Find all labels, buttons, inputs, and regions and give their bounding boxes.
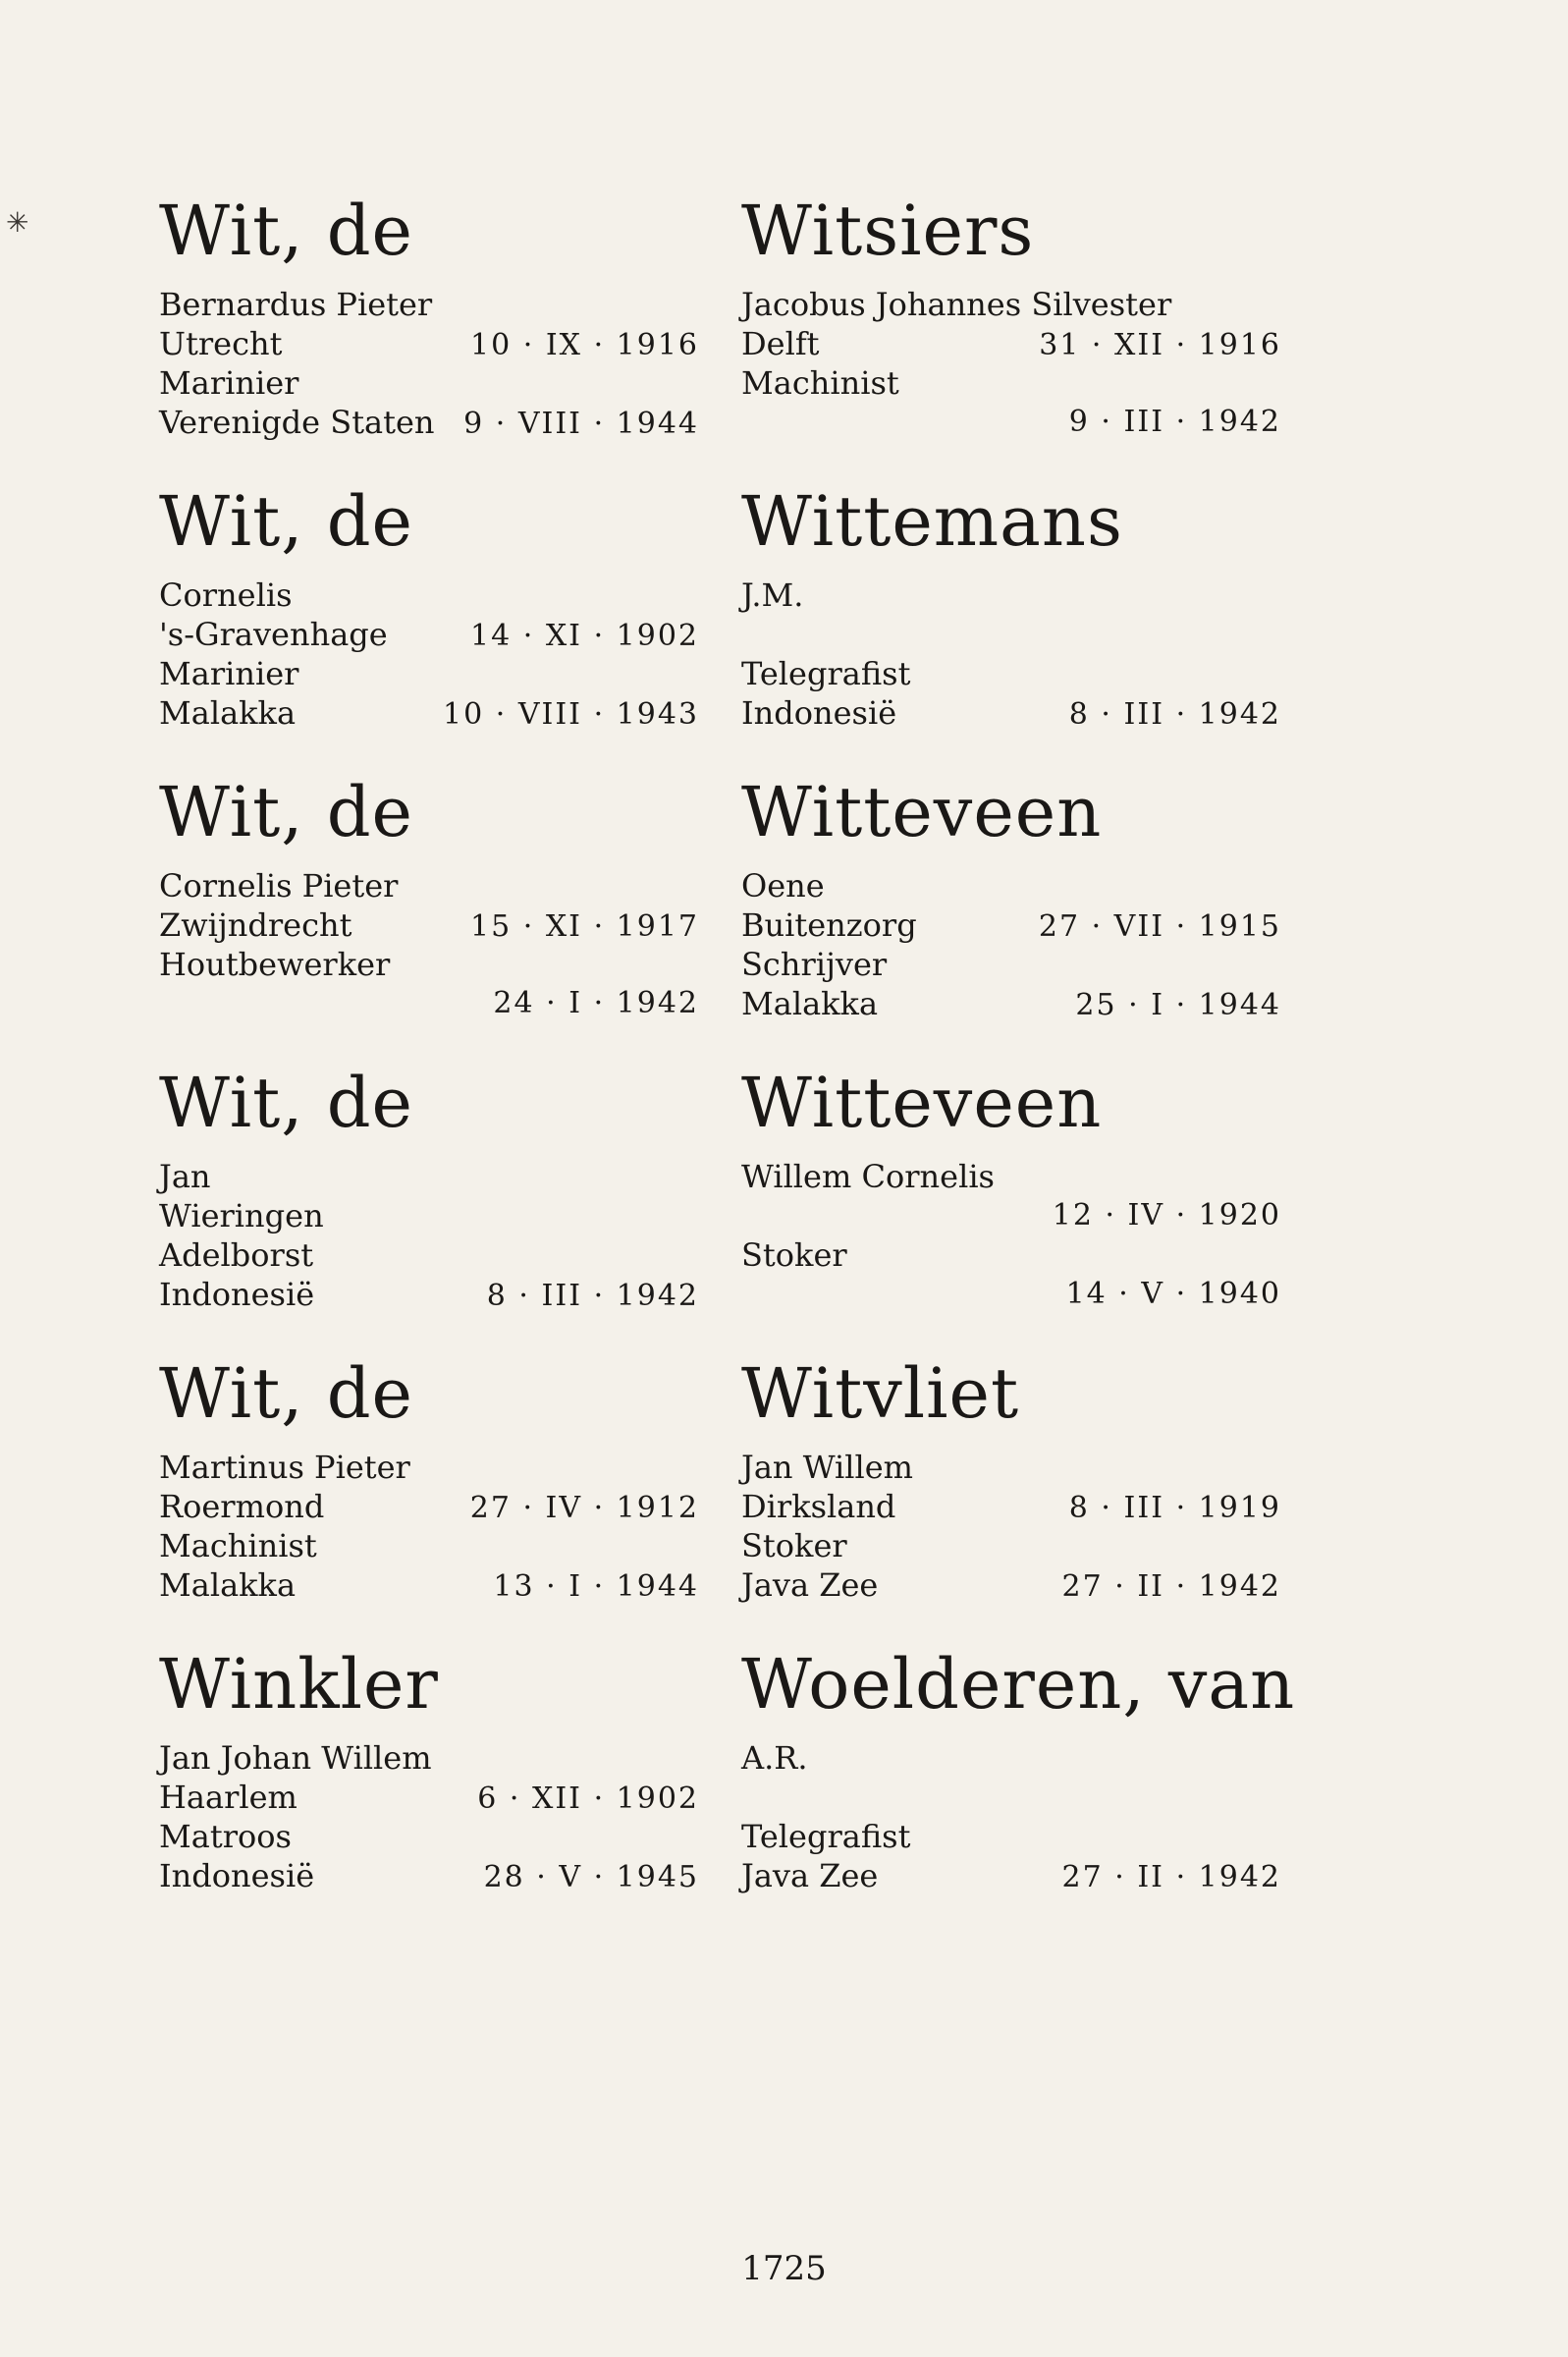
- entry-line-text: Jan Willem: [741, 1449, 913, 1486]
- entry-line-text: Verenigde Staten: [159, 404, 435, 441]
- entry-line-text: Machinist: [741, 364, 899, 402]
- entry-line: [741, 1235, 1281, 1275]
- entry-line-text: 's-Gravenhage: [159, 616, 388, 653]
- entry-line-text: Malakka: [159, 694, 297, 732]
- left-column: [159, 187, 699, 1931]
- entry-date: 8 · III · 1942: [486, 1279, 699, 1313]
- name-entry: [741, 1349, 1281, 1640]
- entry-line-text: Java Zee: [741, 1566, 879, 1604]
- entry-date: 10 · VIII · 1943: [443, 697, 699, 732]
- entry-line: [741, 945, 1281, 984]
- surname-heading: Winkler: [159, 1644, 439, 1725]
- entry-date: 14 · V · 1940: [1065, 1277, 1281, 1311]
- entry-date: 9 · VIII · 1944: [463, 407, 699, 441]
- entry-line-text: Indonesië: [159, 1857, 315, 1894]
- entry-line: [741, 1778, 1281, 1817]
- entry-date: 27 · II · 1942: [1061, 1860, 1281, 1894]
- entry-date: 27 · II · 1942: [1061, 1569, 1281, 1604]
- entry-date: 15 · XI · 1917: [470, 909, 699, 944]
- entry-date: 10 · IX · 1916: [470, 328, 699, 362]
- surname-heading: Wit, de: [159, 191, 413, 271]
- entry-line: [741, 1196, 1281, 1235]
- name-entry: [159, 1349, 699, 1640]
- entry-line: [741, 1817, 1281, 1856]
- entry-line-text: Dirksland: [741, 1488, 896, 1525]
- name-entry: [741, 1640, 1296, 1931]
- entry-line-text: Marinier: [159, 364, 299, 402]
- entry-date: 12 · IV · 1920: [1052, 1198, 1281, 1233]
- entry-line-text: Jan: [159, 1158, 211, 1195]
- entry-line: [159, 1487, 699, 1526]
- surname-heading: Wit, de: [159, 772, 413, 852]
- entry-line-text: Oene: [741, 867, 825, 904]
- surname-heading: Wit, de: [159, 481, 413, 562]
- entry-line-text: Stoker: [741, 1527, 847, 1564]
- name-entry: [741, 1059, 1281, 1349]
- entry-line-text: Marinier: [159, 655, 299, 692]
- page-number: 1725: [741, 2249, 827, 2288]
- surname-heading: Wit, de: [159, 1353, 413, 1434]
- entry-line-text: Roermond: [159, 1488, 325, 1525]
- entry-line: [159, 324, 699, 363]
- entry-line-text: Willem Cornelis: [741, 1158, 995, 1195]
- entry-date: 9 · III · 1942: [1068, 405, 1281, 439]
- entry-line: [159, 654, 699, 693]
- entry-line-text: Schrijver: [741, 946, 888, 983]
- entry-date: 8 · III · 1942: [1068, 697, 1281, 732]
- entry-line-text: Matroos: [159, 1818, 292, 1855]
- entry-line: [159, 905, 699, 945]
- entry-line: [741, 1565, 1281, 1605]
- entry-line: [741, 1157, 1281, 1196]
- entry-line-text: Adelborst: [159, 1236, 314, 1274]
- entry-line-text: Indonesië: [741, 694, 897, 732]
- entry-line-text: Bernardus Pieter: [159, 286, 433, 323]
- name-entry: [741, 187, 1281, 477]
- entry-line-text: Haarlem: [159, 1779, 297, 1816]
- entry-line-text: J.M.: [741, 576, 804, 614]
- entry-line: [741, 1738, 1281, 1778]
- name-entry: [159, 1640, 699, 1931]
- entry-line: [741, 1448, 1281, 1487]
- entry-line-text: Malakka: [741, 985, 879, 1022]
- name-entry: [741, 477, 1281, 768]
- entry-date: 28 · V · 1945: [483, 1860, 699, 1894]
- entry-line: [741, 693, 1281, 733]
- entry-line: [159, 1856, 699, 1895]
- entry-line: [741, 866, 1281, 905]
- entry-line-text: Jan Johan Willem: [159, 1739, 432, 1777]
- entry-line: [159, 285, 699, 324]
- surname-heading: Wittemans: [741, 481, 1123, 562]
- entry-line: [159, 1565, 699, 1605]
- entry-date: 14 · XI · 1902: [470, 619, 699, 653]
- entry-line-text: Martinus Pieter: [159, 1449, 410, 1486]
- entry-line-text: Indonesië: [159, 1276, 315, 1313]
- entry-line: [159, 1196, 699, 1235]
- entry-line-text: Stoker: [741, 1236, 847, 1274]
- name-entry: [159, 768, 699, 1059]
- entry-date: 27 · VII · 1915: [1038, 909, 1281, 944]
- entry-line: [741, 285, 1281, 324]
- entry-line: [159, 1817, 699, 1856]
- entry-line-text: A.R.: [741, 1739, 808, 1777]
- entry-line: [159, 403, 699, 442]
- entry-line: [741, 363, 1281, 403]
- name-entry: [159, 477, 699, 768]
- entry-line: [741, 324, 1281, 363]
- entry-line-text: Houtbewerker: [159, 946, 391, 983]
- entry-line-text: Malakka: [159, 1566, 297, 1604]
- entry-line-text: Cornelis: [159, 576, 293, 614]
- surname-heading: Witteveen: [741, 772, 1103, 852]
- right-column: [741, 187, 1296, 1931]
- entry-line: [159, 1235, 699, 1275]
- entry-line: [159, 984, 699, 1023]
- entry-line: [741, 905, 1281, 945]
- entry-line-text: Telegrafist: [741, 1818, 911, 1855]
- surname-heading: Witvliet: [741, 1353, 1020, 1434]
- entry-line-text: Delft: [741, 325, 820, 362]
- entry-line-text: Cornelis Pieter: [159, 867, 399, 904]
- entry-line: [741, 1487, 1281, 1526]
- entry-date: 8 · III · 1919: [1068, 1491, 1281, 1525]
- surname-heading: Woelderen, van: [741, 1644, 1296, 1725]
- surname-heading: Witsiers: [741, 191, 1035, 271]
- entry-line: [741, 576, 1281, 615]
- entry-line: [741, 1275, 1281, 1314]
- entry-line: [159, 866, 699, 905]
- entry-date: 25 · I · 1944: [1075, 988, 1281, 1022]
- entry-line: [159, 363, 699, 403]
- entry-date: 6 · XII · 1902: [477, 1781, 699, 1816]
- entry-line: [159, 1778, 699, 1817]
- entry-line-text: Telegrafist: [741, 655, 911, 692]
- name-entry: [159, 1059, 699, 1349]
- entry-line-text: Java Zee: [741, 1857, 879, 1894]
- margin-mark: ✳: [6, 206, 29, 239]
- entry-line: [159, 1275, 699, 1314]
- entry-line-text: Machinist: [159, 1527, 317, 1564]
- entry-line: [741, 1856, 1281, 1895]
- entry-line: [741, 654, 1281, 693]
- entry-line: [159, 576, 699, 615]
- entry-line: [159, 1448, 699, 1487]
- entry-line: [159, 1157, 699, 1196]
- entry-line: [159, 1526, 699, 1565]
- surname-heading: Witteveen: [741, 1063, 1103, 1143]
- entry-line-text: Zwijndrecht: [159, 906, 352, 944]
- name-entry: [159, 187, 699, 477]
- entry-line: [159, 615, 699, 654]
- entry-line: [741, 1526, 1281, 1565]
- entry-line-text: Jacobus Johannes Silvester: [741, 286, 1172, 323]
- entry-line-text: Utrecht: [159, 325, 283, 362]
- entry-line: [159, 693, 699, 733]
- entry-date: 13 · I · 1944: [493, 1569, 699, 1604]
- entry-line: [159, 945, 699, 984]
- entry-date: 27 · IV · 1912: [469, 1491, 699, 1525]
- entry-date: 24 · I · 1942: [493, 986, 699, 1020]
- entry-line-text: Buitenzorg: [741, 906, 917, 944]
- surname-heading: Wit, de: [159, 1063, 413, 1143]
- entry-line: [159, 1738, 699, 1778]
- entry-line-text: Wieringen: [159, 1197, 324, 1234]
- entry-line: [741, 615, 1281, 654]
- entry-date: 31 · XII · 1916: [1039, 328, 1281, 362]
- entry-line: [741, 403, 1281, 442]
- entry-line: [741, 984, 1281, 1023]
- name-entry: [741, 768, 1281, 1059]
